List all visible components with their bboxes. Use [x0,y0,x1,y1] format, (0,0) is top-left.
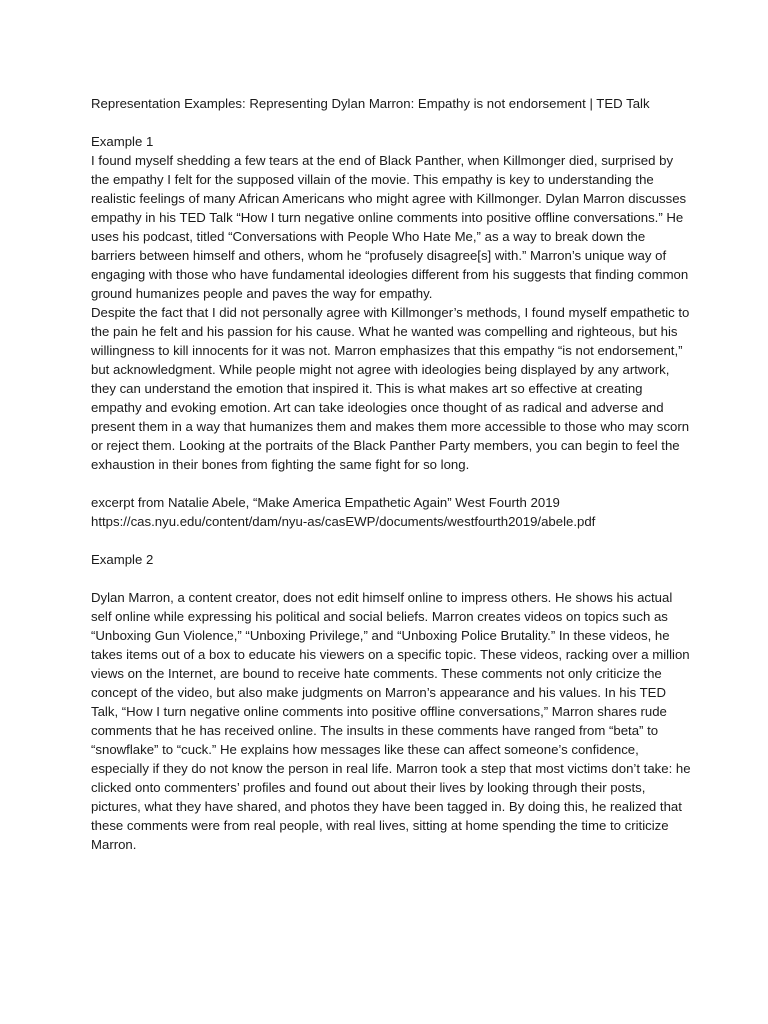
example1-citation: excerpt from Natalie Abele, “Make America Empathetic Again” West Fourth 2019 [91,495,560,510]
example1-heading: Example 1 [91,134,154,149]
example2-paragraph-1: Dylan Marron, a content creator, does not edit himself online to impress others. He shows his actual self online while expressing his political and social beliefs. Marron creates videos on topics such as “Unboxing Gun Violence,” “Unboxing Privilege,” and “Unboxing Police Brutality.” In these videos, he takes items out of a box to educate his viewers on a specific topic. These videos, racking over a million views on the Internet, are bound to receive hate comments. These comments not only criticize the concept of the video, but also make judgments on Marron’s appearance and his values. In his TED Talk, “How I turn negative online comments into positive offline conversations,” Marron shares rude comments that he has received online. The insults in these comments have ranged from “beta” to “snowflake” to “cuck.” He explains how messages like these can affect someone’s confidence, especially if they do not know the person in real life. Marron took a step that most victims don’t take: he clicked onto commenters’ profiles and found out about their lives by looking through their posts, pictures, what they have shared, and photos they have been tagged in. By doing this, he realized that these comments were from real people, with real lives, sitting at home spending the time to criticize Marron. [91,590,691,852]
example1-paragraph-1: I found myself shedding a few tears at the end of Black Panther, when Killmonger died, surprised by the empathy I felt for the supposed villain of the movie. This empathy is key to understanding the realistic feelings of many African Americans who might agree with Killmonger. Dylan Marron discusses empathy in his TED Talk “How I turn negative online comments into positive offline conversations.” He uses his podcast, titled “Conversations with People Who Hate Me,” as a way to break down the barriers between himself and others, whom he “profusely disagree[s] with.” Marron’s unique way of engaging with those who have fundamental ideologies different from his suggests that finding common ground humanizes people and paves the way for empathy. [91,153,689,301]
spacer [91,474,691,493]
example1-source-url[interactable]: https://cas.nyu.edu/content/dam/nyu-as/casEWP/documents/westfourth2019/abele.pdf [91,514,596,529]
spacer [91,569,691,588]
example2-heading: Example 2 [91,552,154,567]
example1-paragraph-2: Despite the fact that I did not personally agree with Killmonger’s methods, I found myself empathetic to the pain he felt and his passion for his cause. What he wanted was compelling and righteous, but his willingness to kill innocents for it was not. Marron emphasizes that this empathy “is not endorsement,” but acknowledgment. While people might not agree with ideologies being displayed by any artwork, they can understand the emotion that inspired it. This is what makes art so effective at creating empathy and evoking emotion. Art can take ideologies once thought of as radical and adverse and present them in a way that humanizes them and makes them more accessible to those who may scorn or reject them. Looking at the portraits of the Black Panther Party members, you can begin to feel the exhaustion in their bones from fighting the same fight for so long. [91,305,690,472]
document-title: Representation Examples: Representing Dylan Marron: Empathy is not endorsement | TED Talk [91,96,650,111]
spacer [91,531,691,550]
spacer [91,113,691,132]
document-page [91,94,691,854]
